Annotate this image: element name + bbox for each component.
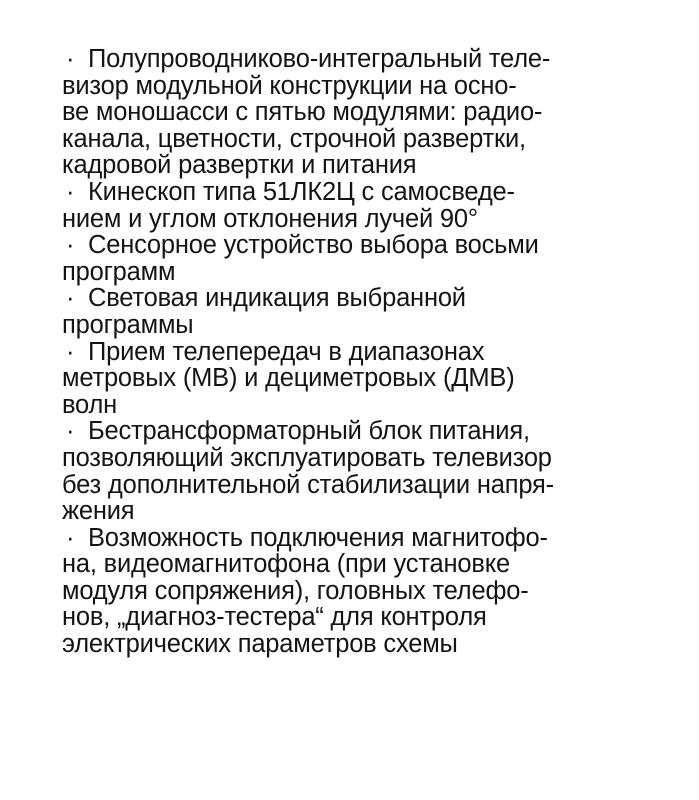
feature-item-1: [62, 46, 662, 179]
feature-text: Бестрансформаторный блок питания,: [88, 417, 530, 446]
feature-text: Возможность подключения магнитофо-: [88, 523, 548, 552]
feature-item-6: [62, 418, 662, 524]
bullet-icon: ·: [66, 231, 75, 260]
feature-item-2: [62, 179, 662, 232]
feature-line: волн: [62, 390, 118, 419]
bullet-icon: ·: [66, 45, 75, 73]
feature-text: Полупроводниково-интегральный теле-: [88, 45, 551, 73]
feature-line: канала, цветности, строчной развертки,: [62, 124, 526, 153]
feature-item-7: [62, 525, 662, 658]
feature-line: программы: [62, 310, 194, 339]
feature-line: [62, 525, 662, 552]
feature-text: Световая индикация выбранной: [88, 284, 466, 313]
feature-line: электрических параметров схемы: [62, 630, 458, 659]
feature-text: Прием телепередач в диапазонах: [88, 337, 485, 366]
bullet-icon: ·: [66, 523, 75, 552]
feature-line: модуля сопряжения), головных телефо-: [62, 576, 529, 605]
bullet-icon: ·: [66, 417, 75, 446]
feature-line: позволяющий эксплуатировать телевизор: [62, 443, 552, 472]
bullet-icon: ·: [66, 284, 75, 313]
feature-line: жения: [62, 497, 135, 526]
feature-text: Кинескоп типа 51ЛК2Ц с самосведе-: [88, 177, 515, 206]
feature-line: [62, 232, 662, 259]
feature-line: визор модульной конструкции на осно-: [62, 71, 517, 100]
feature-line: [62, 179, 662, 206]
feature-line: [62, 46, 662, 73]
feature-item-4: [62, 285, 662, 338]
feature-line: программ: [62, 257, 176, 286]
feature-line: ве моношасси с пятью модулями: радио-: [62, 98, 543, 127]
feature-line: метровых (МВ) и дециметровых (ДМВ): [62, 364, 515, 393]
feature-line: [62, 339, 662, 366]
feature-line: [62, 285, 662, 312]
bullet-icon: ·: [66, 177, 75, 206]
feature-line: нием и углом отклонения лучей 90°: [62, 204, 478, 233]
feature-line: кадровой развертки и питания: [62, 151, 417, 180]
feature-list: [62, 46, 662, 658]
feature-line: на, видеомагнитофона (при установке: [62, 550, 510, 579]
feature-item-5: [62, 339, 662, 419]
feature-line: без дополнительной стабилизации напря-: [62, 470, 554, 499]
feature-item-3: [62, 232, 662, 285]
feature-line: нов, „диагноз-тестера“ для контроля: [62, 603, 487, 632]
feature-line: [62, 418, 662, 445]
feature-text: Сенсорное устройство выбора восьми: [88, 231, 539, 260]
bullet-icon: ·: [66, 337, 75, 366]
